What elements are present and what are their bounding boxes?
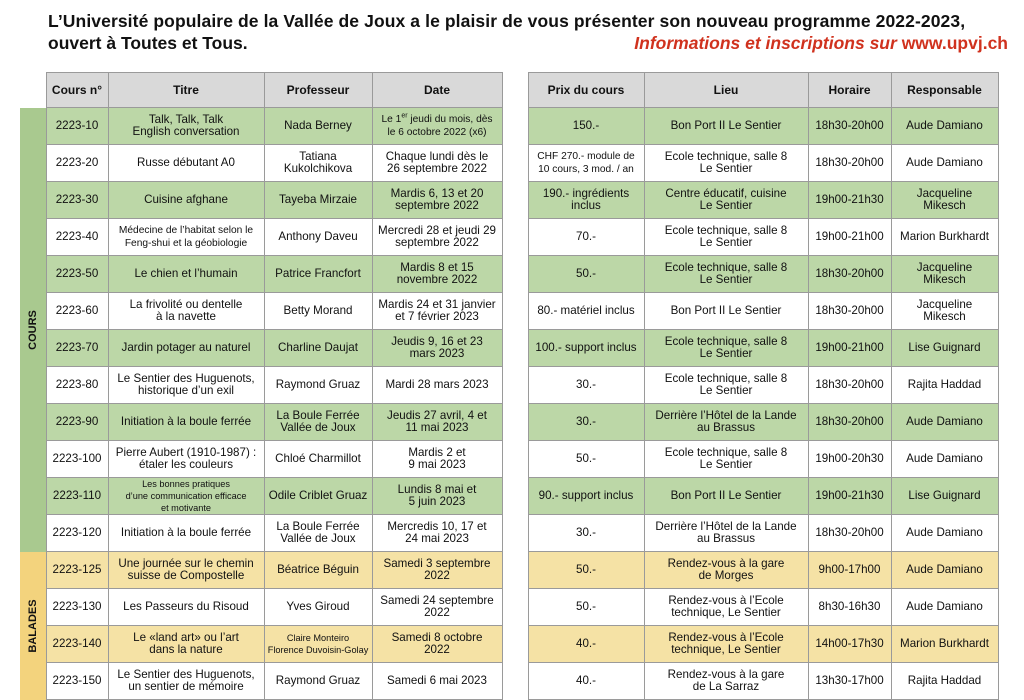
cell-date: Jeudis 27 avril, 4 et 11 mai 2023 [372, 404, 502, 441]
cell-prix: 50.- [528, 256, 644, 293]
cell-resp: Aude Damiano [891, 145, 998, 182]
cell-lieu: Ecole technique, salle 8 Le Sentier [644, 219, 808, 256]
cell-title: La frivolité ou dentelle à la navette [108, 293, 264, 330]
cell-horaire: 18h30-20h00 [808, 108, 891, 145]
col-header-professeur: Professeur [264, 73, 372, 108]
cell-horaire: 19h00-21h00 [808, 330, 891, 367]
cell-horaire: 19h00-21h30 [808, 478, 891, 515]
table-row [20, 145, 998, 182]
cell-prof: Yves Giroud [264, 589, 372, 626]
cell-lieu: Rendez-vous à la gare de La Sarraz [644, 663, 808, 700]
cell-prof: Claire Monteiro Florence Duvoisin-Golay [264, 626, 372, 663]
cell-num: 2223-110 [46, 478, 108, 515]
cell-resp: Aude Damiano [891, 589, 998, 626]
cell-num: 2223-150 [46, 663, 108, 700]
cell-date: Mardis 6, 13 et 20 septembre 2022 [372, 182, 502, 219]
cell-resp: Jacqueline Mikesch [891, 256, 998, 293]
table-row [20, 478, 998, 515]
info-line [634, 32, 1008, 54]
cell-prof: Betty Morand [264, 293, 372, 330]
cell-prix: 40.- [528, 663, 644, 700]
cell-date: Mardi 28 mars 2023 [372, 367, 502, 404]
cell-date: Samedi 6 mai 2023 [372, 663, 502, 700]
cell-horaire: 18h30-20h00 [808, 293, 891, 330]
cell-resp: Aude Damiano [891, 108, 998, 145]
cell-date: Mardis 24 et 31 janvier et 7 février 2023 [372, 293, 502, 330]
cell-prix: 50.- [528, 552, 644, 589]
website-link[interactable]: www.upvj.ch [901, 33, 1008, 53]
cell-resp: Marion Burkhardt [891, 626, 998, 663]
cell-prix: CHF 270.- module de 10 cours, 3 mod. / an [528, 145, 644, 182]
header-line-2: ouvert à Toutes et Tous. [48, 33, 248, 53]
cell-title: Initiation à la boule ferrée [108, 515, 264, 552]
cell-resp: Aude Damiano [891, 552, 998, 589]
category-cours: COURS [20, 108, 46, 552]
cell-num: 2223-20 [46, 145, 108, 182]
cell-date: Mercredi 28 et jeudi 29 septembre 2022 [372, 219, 502, 256]
cell-date: Jeudis 9, 16 et 23 mars 2023 [372, 330, 502, 367]
cell-lieu: Ecole technique, salle 8 Le Sentier [644, 256, 808, 293]
cell-resp: Jacqueline Mikesch [891, 293, 998, 330]
cell-num: 2223-50 [46, 256, 108, 293]
cell-num: 2223-120 [46, 515, 108, 552]
table-row [20, 626, 998, 663]
cell-num: 2223-130 [46, 589, 108, 626]
cell-title: Les bonnes pratiques d’une communication efficace et motivante [108, 478, 264, 515]
cell-title: Le Sentier des Huguenots, un sentier de mémoire [108, 663, 264, 700]
cell-lieu: Ecole technique, salle 8 Le Sentier [644, 367, 808, 404]
cell-num: 2223-140 [46, 626, 108, 663]
programme-table [20, 72, 999, 700]
cell-prof: La Boule Ferrée Vallée de Joux [264, 515, 372, 552]
header-line-1: L’Université populaire de la Vallée de Joux a le plaisir de vous présenter son nouveau programme 2022-2023, [48, 11, 966, 31]
cell-title: Le «land art» ou l’art dans la nature [108, 626, 264, 663]
cell-num: 2223-80 [46, 367, 108, 404]
cell-prof: Raymond Gruaz [264, 367, 372, 404]
cell-num: 2223-70 [46, 330, 108, 367]
cell-prof: Tatiana Kukolchikova [264, 145, 372, 182]
col-header-responsable: Responsable [891, 73, 998, 108]
cell-date: Mercredis 10, 17 et 24 mai 2023 [372, 515, 502, 552]
cell-prix: 30.- [528, 404, 644, 441]
cell-prof: Béatrice Béguin [264, 552, 372, 589]
cell-prix: 80.- matériel inclus [528, 293, 644, 330]
page-header [48, 10, 1008, 54]
cell-date: Chaque lundi dès le 26 septembre 2022 [372, 145, 502, 182]
cell-title: Le Sentier des Huguenots, historique d’un exil [108, 367, 264, 404]
cell-horaire: 18h30-20h00 [808, 515, 891, 552]
cell-title: Une journée sur le chemin suisse de Compostelle [108, 552, 264, 589]
cell-lieu: Derrière l’Hôtel de la Lande au Brassus [644, 404, 808, 441]
table-row [20, 330, 998, 367]
cell-prix: 150.- [528, 108, 644, 145]
cell-lieu: Ecole technique, salle 8 Le Sentier [644, 330, 808, 367]
cell-lieu: Bon Port II Le Sentier [644, 478, 808, 515]
cell-resp: Jacqueline Mikesch [891, 182, 998, 219]
cell-horaire: 9h00-17h00 [808, 552, 891, 589]
table-row [20, 515, 998, 552]
cell-resp: Aude Damiano [891, 515, 998, 552]
table-row [20, 663, 998, 700]
cell-resp: Marion Burkhardt [891, 219, 998, 256]
table-row [20, 367, 998, 404]
cell-lieu: Bon Port II Le Sentier [644, 293, 808, 330]
cell-date: Mardis 8 et 15 novembre 2022 [372, 256, 502, 293]
col-header-date: Date [372, 73, 502, 108]
cell-prix: 100.- support inclus [528, 330, 644, 367]
cell-num: 2223-125 [46, 552, 108, 589]
cell-prof: Patrice Francfort [264, 256, 372, 293]
cell-lieu: Derrière l’Hôtel de la Lande au Brassus [644, 515, 808, 552]
cell-num: 2223-100 [46, 441, 108, 478]
cell-lieu: Bon Port II Le Sentier [644, 108, 808, 145]
cell-num: 2223-10 [46, 108, 108, 145]
cell-prix: 190.- ingrédients inclus [528, 182, 644, 219]
cell-num: 2223-30 [46, 182, 108, 219]
cell-prof: Chloé Charmillot [264, 441, 372, 478]
table-row [20, 182, 998, 219]
cell-prix: 50.- [528, 441, 644, 478]
cell-horaire: 14h00-17h30 [808, 626, 891, 663]
cell-horaire: 8h30-16h30 [808, 589, 891, 626]
cell-resp: Lise Guignard [891, 330, 998, 367]
cell-horaire: 18h30-20h00 [808, 404, 891, 441]
cell-title: Russe débutant A0 [108, 145, 264, 182]
cell-lieu: Rendez-vous à l’Ecole technique, Le Sentier [644, 626, 808, 663]
cell-lieu: Ecole technique, salle 8 Le Sentier [644, 441, 808, 478]
cell-lieu: Centre éducatif, cuisine Le Sentier [644, 182, 808, 219]
cell-resp: Aude Damiano [891, 441, 998, 478]
cell-title: Le chien et l’humain [108, 256, 264, 293]
cell-prof: Tayeba Mirzaie [264, 182, 372, 219]
cell-title: Jardin potager au naturel [108, 330, 264, 367]
cell-prix: 40.- [528, 626, 644, 663]
cell-date: Le 1er jeudi du mois, dès le 6 octobre 2022 (x6) [372, 108, 502, 145]
category-balades: BALADES [20, 552, 46, 700]
cell-title: Pierre Aubert (1910-1987) : étaler les couleurs [108, 441, 264, 478]
cell-title: Les Passeurs du Risoud [108, 589, 264, 626]
cell-horaire: 13h30-17h00 [808, 663, 891, 700]
cell-num: 2223-90 [46, 404, 108, 441]
table-row [20, 552, 998, 589]
cell-prof: Nada Berney [264, 108, 372, 145]
cell-title: Talk, Talk, Talk English conversation [108, 108, 264, 145]
cell-prof: Odile Criblet Gruaz [264, 478, 372, 515]
cell-prof: Anthony Daveu [264, 219, 372, 256]
cell-date: Samedi 3 septembre 2022 [372, 552, 502, 589]
cell-prix: 90.- support inclus [528, 478, 644, 515]
cell-prix: 30.- [528, 515, 644, 552]
table-row [20, 256, 998, 293]
table-row [20, 219, 998, 256]
cell-lieu: Rendez-vous à l’Ecole technique, Le Sentier [644, 589, 808, 626]
table-row [20, 441, 998, 478]
cell-horaire: 18h30-20h00 [808, 145, 891, 182]
cell-horaire: 18h30-20h00 [808, 256, 891, 293]
cell-date: Samedi 24 septembre 2022 [372, 589, 502, 626]
cell-resp: Aude Damiano [891, 404, 998, 441]
col-header-lieu: Lieu [644, 73, 808, 108]
cell-prof: La Boule Ferrée Vallée de Joux [264, 404, 372, 441]
col-header-horaire: Horaire [808, 73, 891, 108]
cell-prof: Raymond Gruaz [264, 663, 372, 700]
cell-horaire: 18h30-20h00 [808, 367, 891, 404]
cell-prof: Charline Daujat [264, 330, 372, 367]
cell-num: 2223-60 [46, 293, 108, 330]
cell-resp: Rajita Haddad [891, 367, 998, 404]
cell-resp: Lise Guignard [891, 478, 998, 515]
cell-date: Lundis 8 mai et 5 juin 2023 [372, 478, 502, 515]
cell-num: 2223-40 [46, 219, 108, 256]
cell-title: Cuisine afghane [108, 182, 264, 219]
cell-title: Initiation à la boule ferrée [108, 404, 264, 441]
cell-horaire: 19h00-21h00 [808, 219, 891, 256]
table-row [20, 589, 998, 626]
cell-date: Samedi 8 octobre 2022 [372, 626, 502, 663]
table-header-row [20, 73, 998, 108]
cell-resp: Rajita Haddad [891, 663, 998, 700]
info-text: Informations et inscriptions sur [634, 33, 897, 53]
cell-horaire: 19h00-21h30 [808, 182, 891, 219]
cell-title: Médecine de l’habitat selon le Feng-shui et la géobiologie [108, 219, 264, 256]
table-row [20, 293, 998, 330]
cell-prix: 30.- [528, 367, 644, 404]
cell-prix: 50.- [528, 589, 644, 626]
cell-prix: 70.- [528, 219, 644, 256]
cell-date: Mardis 2 et 9 mai 2023 [372, 441, 502, 478]
table-row [20, 108, 998, 145]
col-header-num: Cours n° [46, 73, 108, 108]
cell-horaire: 19h00-20h30 [808, 441, 891, 478]
table-row [20, 404, 998, 441]
col-header-titre: Titre [108, 73, 264, 108]
cell-lieu: Rendez-vous à la gare de Morges [644, 552, 808, 589]
col-header-prix: Prix du cours [528, 73, 644, 108]
cell-lieu: Ecole technique, salle 8 Le Sentier [644, 145, 808, 182]
